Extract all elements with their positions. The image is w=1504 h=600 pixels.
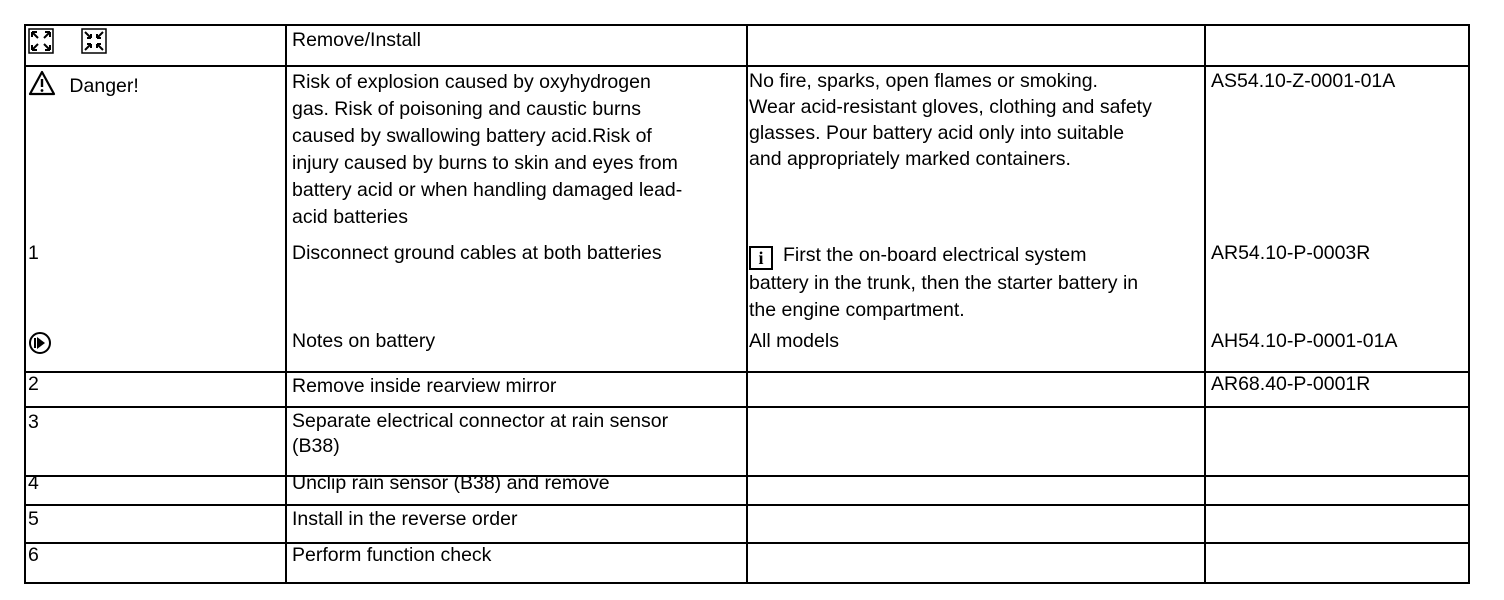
battery-notes-text: Notes on battery xyxy=(292,330,436,352)
table-border-right xyxy=(1468,24,1470,584)
warning-triangle-icon xyxy=(28,70,56,96)
text-line: (B38) xyxy=(292,435,340,457)
danger-label: Danger! xyxy=(69,75,139,97)
table-border-left xyxy=(24,24,26,584)
collapse-arrows-icon xyxy=(81,28,107,54)
step-reference[interactable]: AR54.10-P-0003R xyxy=(1211,242,1371,264)
step-number: 1 xyxy=(28,242,39,264)
text-line: battery acid or when handling damaged lead- xyxy=(292,179,683,201)
text-line: injury caused by burns to skin and eyes from xyxy=(292,152,678,174)
danger-reference[interactable]: AS54.10-Z-0001-01A xyxy=(1211,70,1396,92)
step-text: Perform function check xyxy=(292,544,492,566)
step-number: 6 xyxy=(28,544,39,566)
step-number: 4 xyxy=(28,472,39,494)
text-line: battery in the trunk, then the starter battery in xyxy=(749,272,1139,294)
danger-measures-text xyxy=(749,68,1152,172)
step-number: 3 xyxy=(28,411,39,433)
text-line: Wear acid-resistant gloves, clothing and safety xyxy=(749,96,1152,118)
header-icons xyxy=(28,27,107,55)
text-line: and appropriately marked containers. xyxy=(749,148,1071,170)
battery-notes-models: All models xyxy=(749,330,839,352)
step-number: 5 xyxy=(28,508,39,530)
step-text: Unclip rain sensor (B38) and remove xyxy=(292,472,610,494)
text-line: Risk of explosion caused by oxyhydrogen xyxy=(292,71,651,93)
instruction-table xyxy=(24,24,1470,584)
reference-icon-cell xyxy=(28,329,52,356)
step-number: 2 xyxy=(28,373,39,395)
text-line: i First the on-board electrical system xyxy=(749,240,1138,270)
danger-risk-text xyxy=(292,69,682,231)
step-text: Disconnect ground cables at both batteries xyxy=(292,242,662,264)
text-line: No fire, sparks, open flames or smoking. xyxy=(749,70,1098,92)
arrow-circle-icon[interactable] xyxy=(28,331,52,355)
text-line: caused by swallowing battery acid.Risk of xyxy=(292,125,652,147)
battery-notes-reference[interactable]: AH54.10-P-0001-01A xyxy=(1211,330,1398,352)
text-line: gas. Risk of poisoning and caustic burns xyxy=(292,98,642,120)
column-divider xyxy=(285,24,287,584)
expand-arrows-icon xyxy=(28,28,54,54)
danger-label-cell xyxy=(28,70,139,100)
step-text: Remove inside rearview mirror xyxy=(292,375,557,397)
text-line: the engine compartment. xyxy=(749,299,965,321)
column-divider xyxy=(746,24,748,584)
text-line: glasses. Pour battery acid only into suitable xyxy=(749,122,1125,144)
text-line: Separate electrical connector at rain sensor xyxy=(292,410,669,432)
text-line: acid batteries xyxy=(292,206,408,228)
info-box-icon: i xyxy=(749,246,773,270)
step-text xyxy=(292,409,668,459)
action-title: Remove/Install xyxy=(292,29,421,51)
step-reference[interactable]: AR68.40-P-0001R xyxy=(1211,373,1371,395)
column-divider xyxy=(1204,24,1206,584)
step-text: Install in the reverse order xyxy=(292,508,518,530)
step-note xyxy=(749,240,1138,324)
